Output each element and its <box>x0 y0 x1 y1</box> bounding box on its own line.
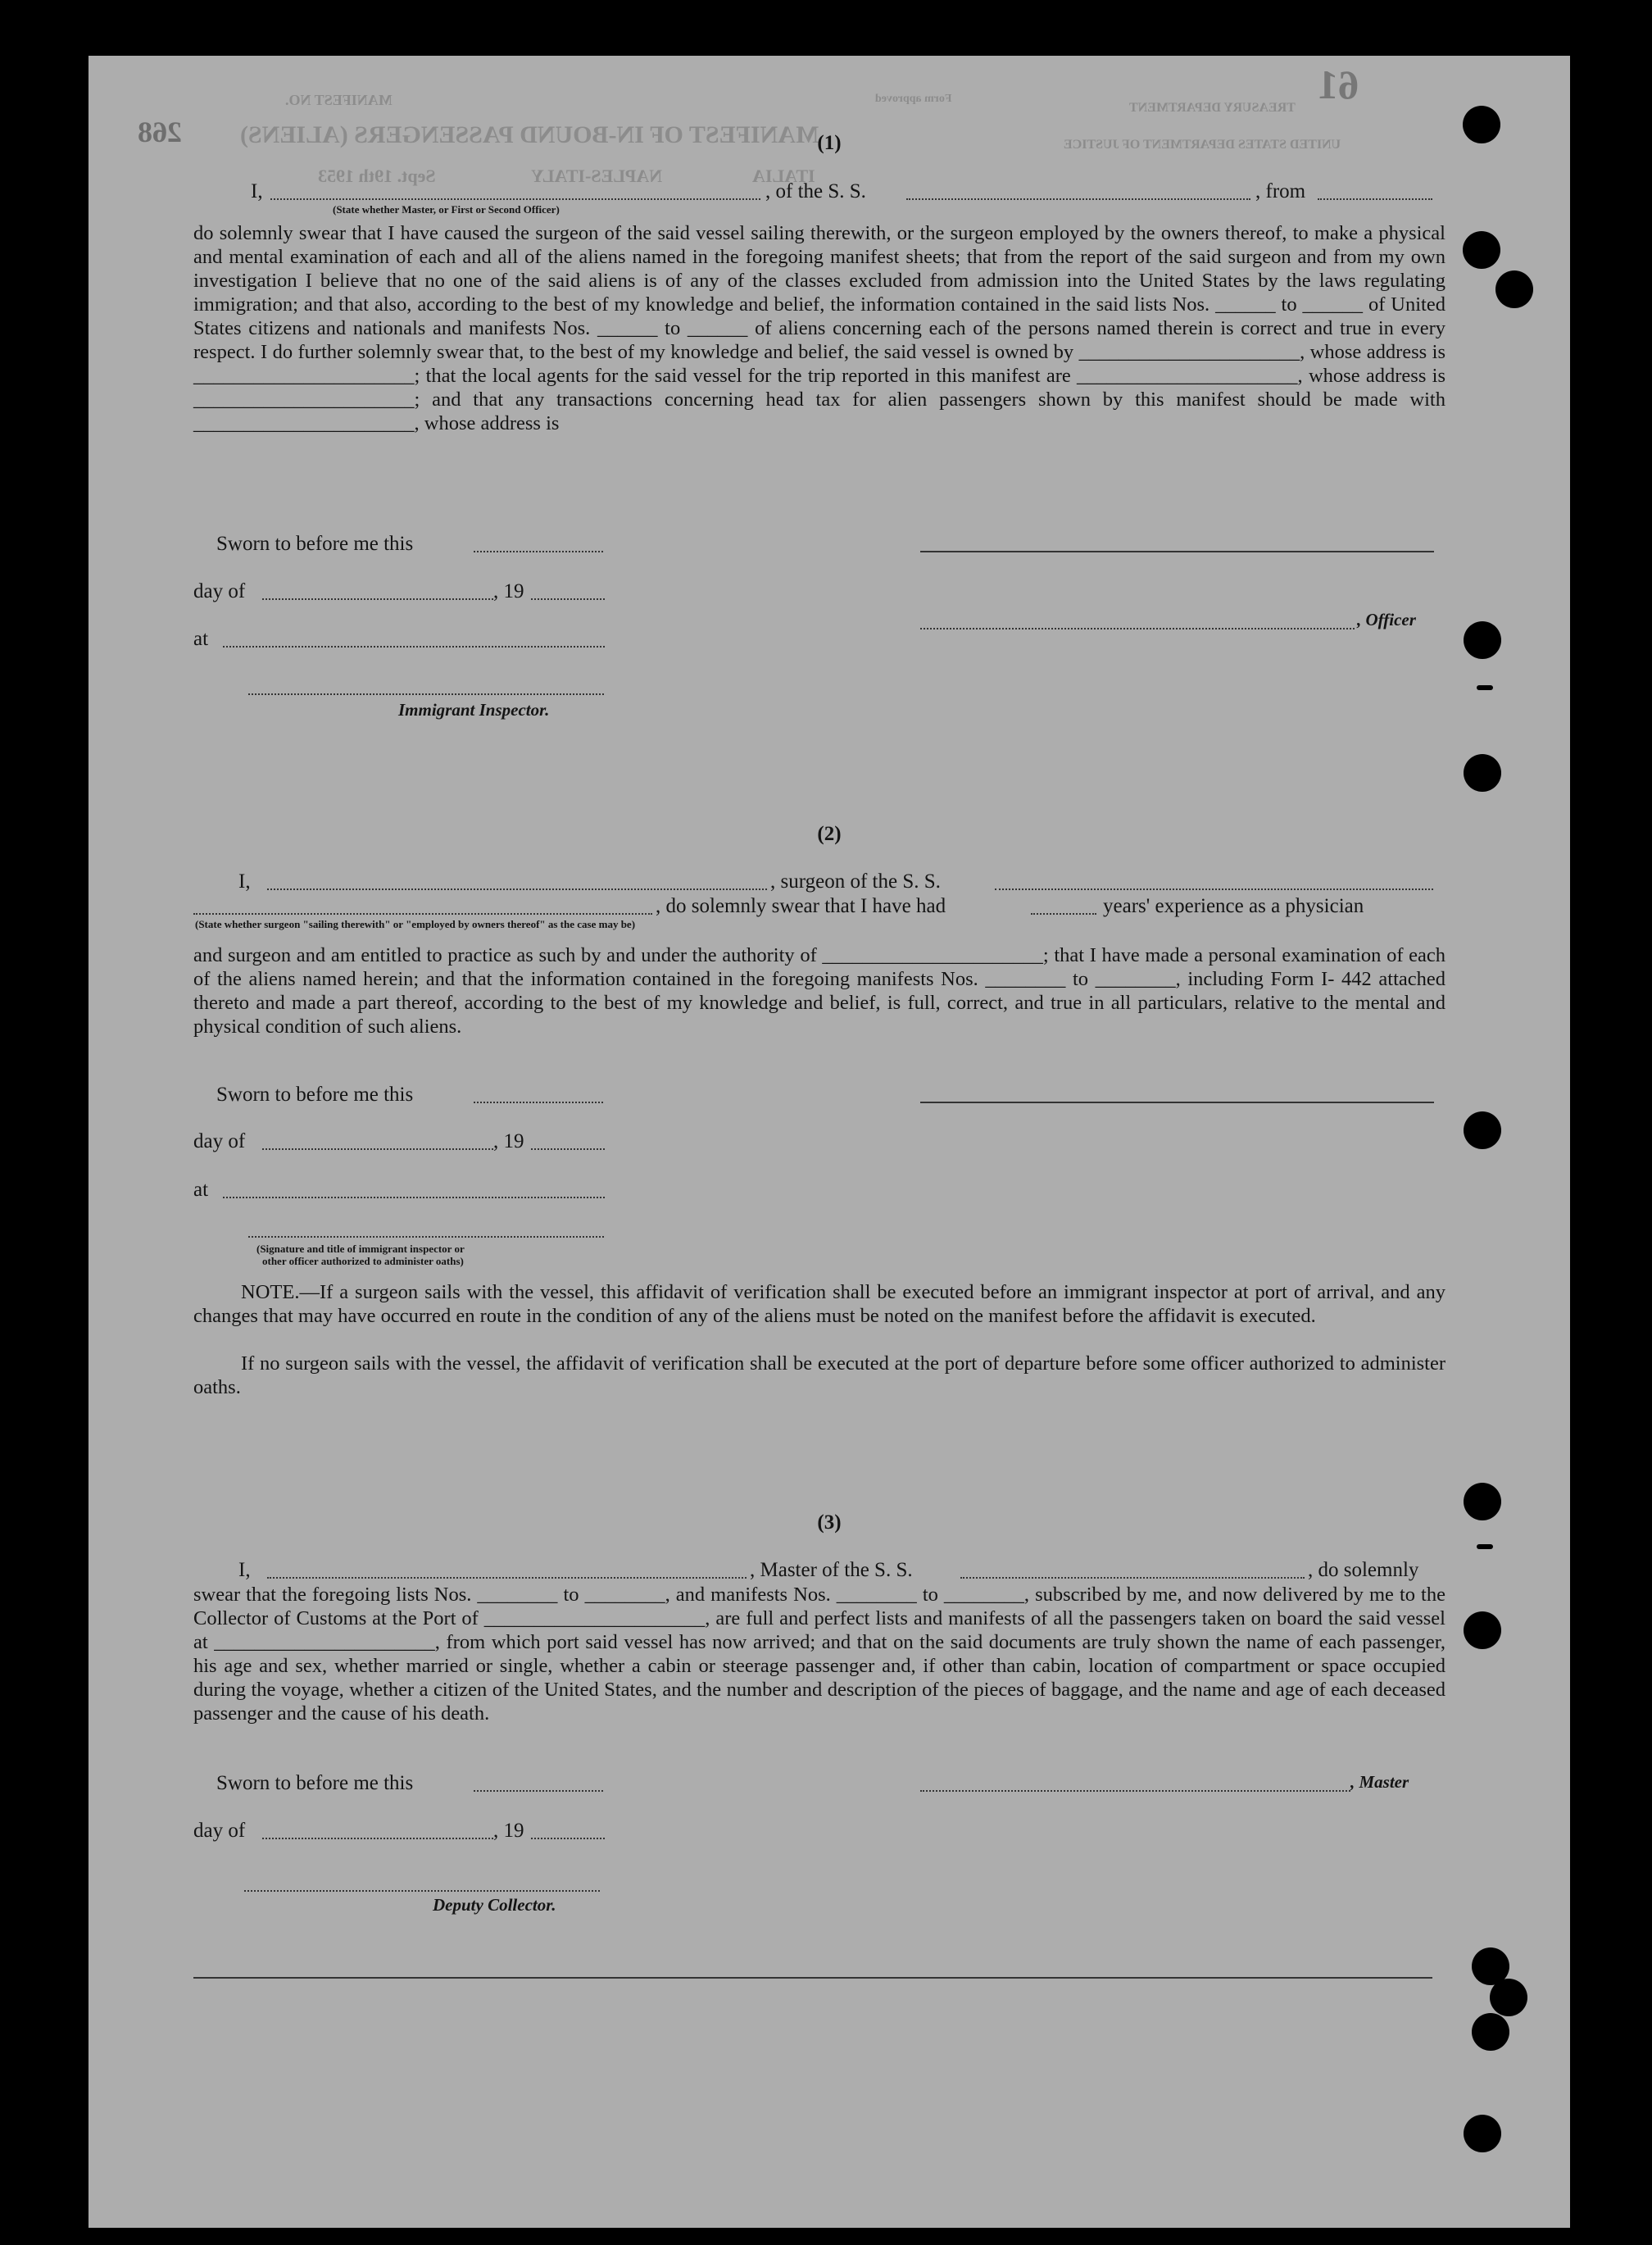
punch-hole <box>1464 1483 1501 1520</box>
at-blank-1 <box>223 646 605 648</box>
at-blank-2 <box>223 1197 605 1198</box>
section-3-number: (3) <box>817 1511 842 1534</box>
punch-hole <box>1463 106 1500 143</box>
section-1-i: I, <box>251 180 263 202</box>
manifest-page <box>88 56 1570 2228</box>
signature-note-1: (Signature and title of immigrant inspector or <box>256 1243 465 1255</box>
section-1-state-note: (State whether Master, or First or Second Officer) <box>333 203 560 216</box>
note-paragraph-2: If no surgeon sails with the vessel, the affidavit of verification shall be executed at the port of departure before some officer authorized to administer oaths. <box>193 1352 1446 1398</box>
from-label: , from <box>1255 180 1306 202</box>
section-3-sworn: Sworn to before me this <box>216 1772 414 1794</box>
punch-hole <box>1464 2115 1501 2152</box>
bleed-manifest-no: MANIFEST NO. <box>285 92 393 108</box>
year-blank-1 <box>531 598 605 600</box>
bleed-form-approved: Form approved <box>875 93 952 105</box>
punch-hole <box>1495 270 1533 308</box>
bleed-dept: TREASURY DEPARTMENT <box>1129 101 1296 115</box>
sworn-blank-2 <box>474 1102 603 1103</box>
vessel-blank-1 <box>906 198 1250 200</box>
section-1-day-of: day of <box>193 580 246 602</box>
section-3-i: I, <box>238 1559 251 1581</box>
punch-hole <box>1463 231 1500 269</box>
section-3-day-of: day of <box>193 1820 246 1842</box>
collector-line <box>244 1890 600 1892</box>
name-blank-2 <box>267 888 767 890</box>
master-of-label: , Master of the S. S. <box>750 1559 913 1581</box>
deputy-collector-label: Deputy Collector. <box>433 1895 556 1915</box>
officer-line <box>920 628 1355 629</box>
do-solemnly-label-3: , do solemnly <box>1308 1559 1419 1581</box>
sworn-blank-1 <box>474 551 603 552</box>
section-1-sworn: Sworn to before me this <box>216 533 414 555</box>
note-paragraph-1: NOTE.—If a surgeon sails with the vessel, this affidavit of verification shall be executed before an immigrant inspector at port of arrival, and any changes that may have occurred en route in the condition of any of the aliens must be noted on the manifest before the affidavit is executed. <box>193 1281 1446 1327</box>
master-signature-line <box>920 1790 1350 1792</box>
name-blank-1 <box>270 198 760 200</box>
section-2-year: , 19 <box>493 1130 524 1152</box>
section-1-at: at <box>193 628 209 650</box>
officer-label: , Officer <box>1357 610 1416 629</box>
punch-hole <box>1464 1611 1501 1649</box>
section-2-number: (2) <box>817 823 842 845</box>
master-label: , Master <box>1350 1772 1409 1792</box>
surgeon-type-blank <box>193 913 652 915</box>
signature-line-2 <box>920 1102 1434 1103</box>
section-1-year: , 19 <box>493 580 524 602</box>
bottom-rule <box>193 1977 1432 1979</box>
bleed-service: UNITED STATES DEPARTMENT OF JUSTICE <box>1064 138 1341 152</box>
punch-hole <box>1464 754 1501 792</box>
section-3-year: , 19 <box>493 1820 524 1842</box>
section-2-sworn: Sworn to before me this <box>216 1084 414 1106</box>
surgeon-of-label: , surgeon of the S. S. <box>770 870 941 893</box>
from-blank <box>1318 198 1432 200</box>
name-blank-3 <box>267 1577 747 1579</box>
day-blank-2 <box>262 1148 493 1150</box>
section-2-paragraph: and surgeon and am entitled to practice as such by and under the authority of ______________________; that I have made a personal examination of each of the aliens named herein; and that the information contained in the foregoing manifests Nos. ________ to ________, including Form I- 442 attached thereto and made a part thereof, according to the best of my knowledge and belief, is full, correct, and true in all particulars, relative to the mental and physical condition of such aliens. <box>193 944 1446 1038</box>
signature-note-2: other officer authorized to administer oaths) <box>262 1255 464 1267</box>
section-1-paragraph: do solemnly swear that I have caused the surgeon of the said vessel sailing therewith, or the surgeon employed by the owners thereof, to make a physical and mental examination of each and all of the aliens named in the foregoing manifest sheets; that from the report of the said surgeon and from my own investigation I believe that no one of the said aliens is of any of the classes excluded from admission into the United States by the laws regulating immigration; and that also, according to the best of my knowledge and belief, the information contained in the said lists Nos. ______ to ______ of United States citizens and nationals and manifests Nos. ______ to ______ of aliens concerning each of the persons named therein is correct and true in every respect. I do further solemnly swear that, to the best of my knowledge and belief, the said vessel is owned by ______________________, whose address is ______________________; that the local agents for the said vessel for the trip reported in this manifest are ______________________, whose address is ______________________; and that any transactions concerning head tax for alien passengers shown by this manifest should be made with ______________________, whose address is <box>193 222 1446 434</box>
sworn-blank-3 <box>474 1790 603 1792</box>
bleed-page-number: 61 <box>1318 61 1359 107</box>
section-2-at: at <box>193 1179 209 1201</box>
punch-mark <box>1477 685 1493 690</box>
years-blank <box>1031 913 1096 915</box>
punch-hole <box>1464 1111 1501 1149</box>
do-solemnly-label-2: , do solemnly swear that I have had <box>656 895 946 917</box>
section-2-state-note: (State whether surgeon "sailing therewith" or "employed by owners thereof" as the case may be) <box>195 918 636 930</box>
inspector-line-1 <box>248 693 604 695</box>
years-experience-label: years' experience as a physician <box>1103 895 1364 917</box>
bleed-side-number: 268 <box>138 116 182 148</box>
immigrant-inspector-label: Immigrant Inspector. <box>398 700 550 720</box>
punch-hole <box>1490 1979 1527 2016</box>
bleed-vessel: ITALIA <box>752 166 815 186</box>
section-2-day-of: day of <box>193 1130 246 1152</box>
punch-hole <box>1472 2013 1509 2051</box>
of-ss-label-1: , of the S. S. <box>765 180 866 202</box>
vessel-blank-3 <box>960 1577 1305 1579</box>
punch-mark <box>1477 1544 1493 1549</box>
bleed-from-port: NAPLES-ITALY <box>531 166 663 186</box>
punch-hole <box>1464 621 1501 659</box>
section-3-paragraph: swear that the foregoing lists Nos. ________ to ________, and manifests Nos. ________ to ________, subscribed by me, and now delivered by me to the Collector of Customs at the Port of ______________________, are full and perfect lists and manifests of all the passengers taken on board the said vessel at ______________________, from which port said vessel has now arrived; and that on the said documents are truly shown the name of each passenger, his age and sex, whether married or single, whether a cabin or steerage passenger and, if other than cabin, location of compartment or space occupied during the voyage, whether a citizen of the United States, and the number and description of the pieces of baggage, and the name and age of each deceased passenger and the cause of his death. <box>193 1584 1446 1725</box>
section-2-i: I, <box>238 870 251 893</box>
day-blank-3 <box>262 1838 493 1839</box>
section-1-number: (1) <box>817 132 842 154</box>
bleed-manifest-title: MANIFEST OF IN-BOUND PASSENGERS (ALIENS) <box>240 121 819 148</box>
signature-line-1 <box>920 551 1434 552</box>
day-blank-1 <box>262 598 493 600</box>
year-blank-2 <box>531 1148 605 1150</box>
bleed-date: Sept. 19th 1953 <box>318 166 436 186</box>
year-blank-3 <box>531 1838 605 1839</box>
vessel-blank-2 <box>995 888 1433 890</box>
inspector-line-2 <box>248 1236 604 1238</box>
